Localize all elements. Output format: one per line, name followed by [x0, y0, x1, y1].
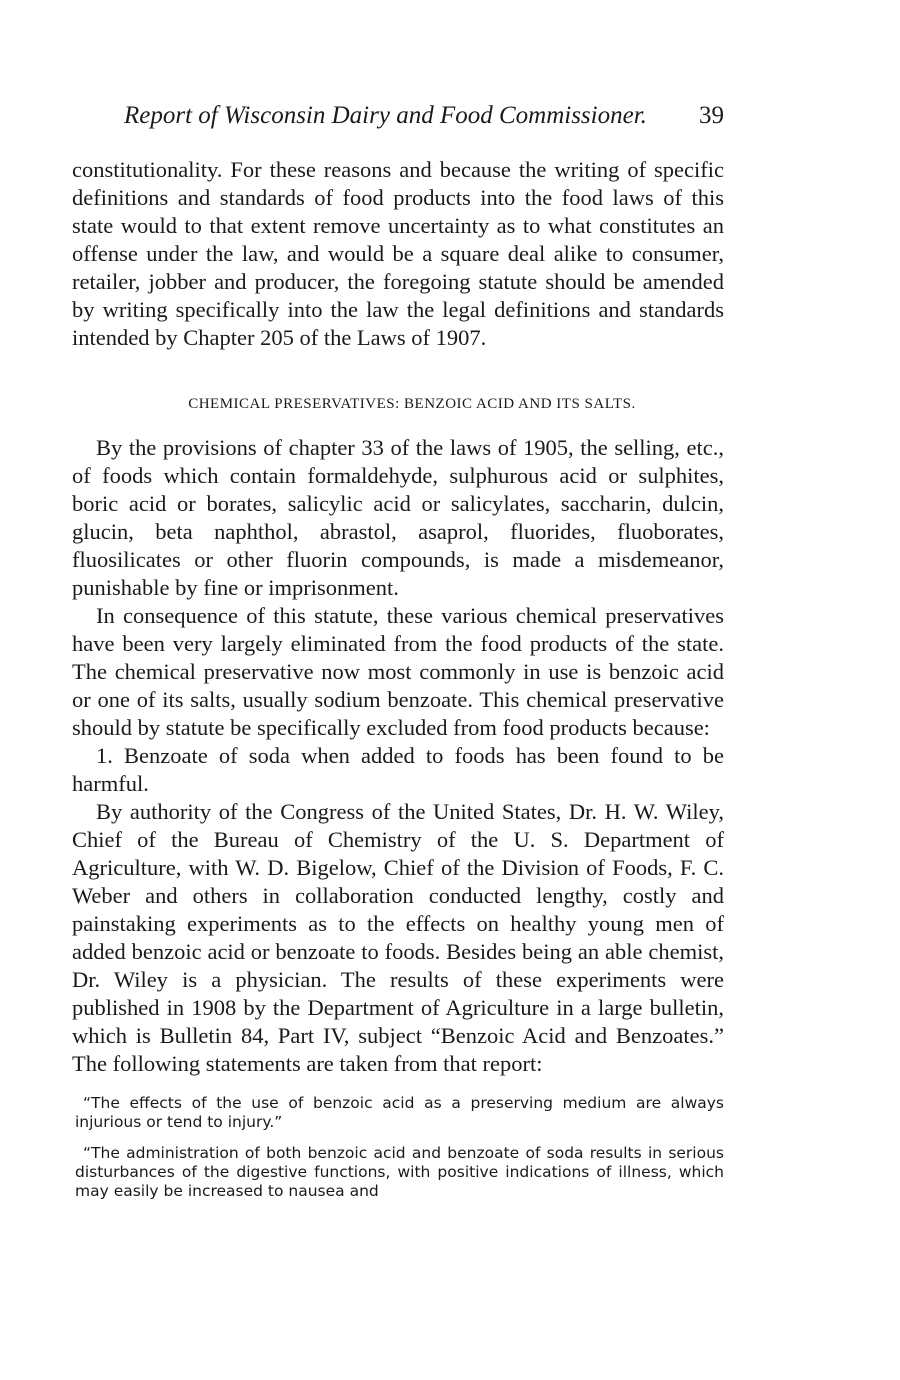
body-text: [72, 156, 724, 1213]
running-head: [124, 102, 724, 130]
paragraph-provisions: By the provisions of chapter 33 of the laws of 1905, the selling, etc., of foods which contain formaldehyde, sulphurous acid or sulphites, boric acid or borates, salicylic acid or salicylates, saccharin, dulcin, glucin, beta naphthol, abrastol, asaprol, fluorides, fluoborates, fluosilicates or other fluorin compounds, is made a misdemeanor, punishable by fine or imprisonment.: [72, 435, 724, 600]
paragraph-consequence: In consequence of this statute, these various chemical preservatives have been very largely eliminated from the food products of the state. The chemical preservative now most commonly in use is benzoic acid or one of its salts, usually sodium benzoate. This chemical preservative should by statute be specifically excluded from food products because:: [72, 603, 724, 740]
page-number: 39: [699, 102, 724, 129]
paragraph-numbered-point: 1. Benzoate of soda when added to foods has been found to be harmful.: [72, 743, 724, 796]
running-title: Report of Wisconsin Dairy and Food Commissioner.: [124, 102, 647, 129]
quote-1: “The effects of the use of benzoic acid as a preserving medium are always injurious or tend to injury.”: [75, 1094, 724, 1131]
paragraph-wiley: By authority of the Congress of the United States, Dr. H. W. Wiley, Chief of the Bureau of Chemistry of the U. S. Department of Agriculture, with W. D. Bigelow, Chief of the Division of Foods, F. C. Weber and others in collaboration conducted lengthy, costly and painstaking experiments as to the effects on healthy young men of added benzoic acid or benzoate to foods. Besides being an able chemist, Dr. Wiley is a physician. The results of these experiments were published in 1908 by the Department of Agriculture in a large bulletin, which is Bulletin 84, Part IV, subject “Benzoic Acid and Benzoates.” The following statements are taken from that report:: [72, 799, 724, 1076]
quote-block: [72, 1094, 724, 1201]
paragraph-constitutionality: constitutionality. For these reasons and because the writing of specific definitions and standards of food products into the food laws of this state would to that extent remove uncertainty as to what constitutes an offense under the law, and would be a square deal alike to consumer, retailer, jobber and producer, the foregoing statute should be amended by writing specifically into the law the legal definitions and standards intended by Chapter 205 of the Laws of 1907.: [72, 157, 724, 350]
section-heading: CHEMICAL PRESERVATIVES: BENZOIC ACID AND ITS SALTS.: [188, 396, 636, 412]
quote-2: “The administration of both benzoic acid and benzoate of soda results in serious disturbances of the digestive functions, with positive indications of illness, which may easily be increased to nausea and: [75, 1144, 724, 1200]
